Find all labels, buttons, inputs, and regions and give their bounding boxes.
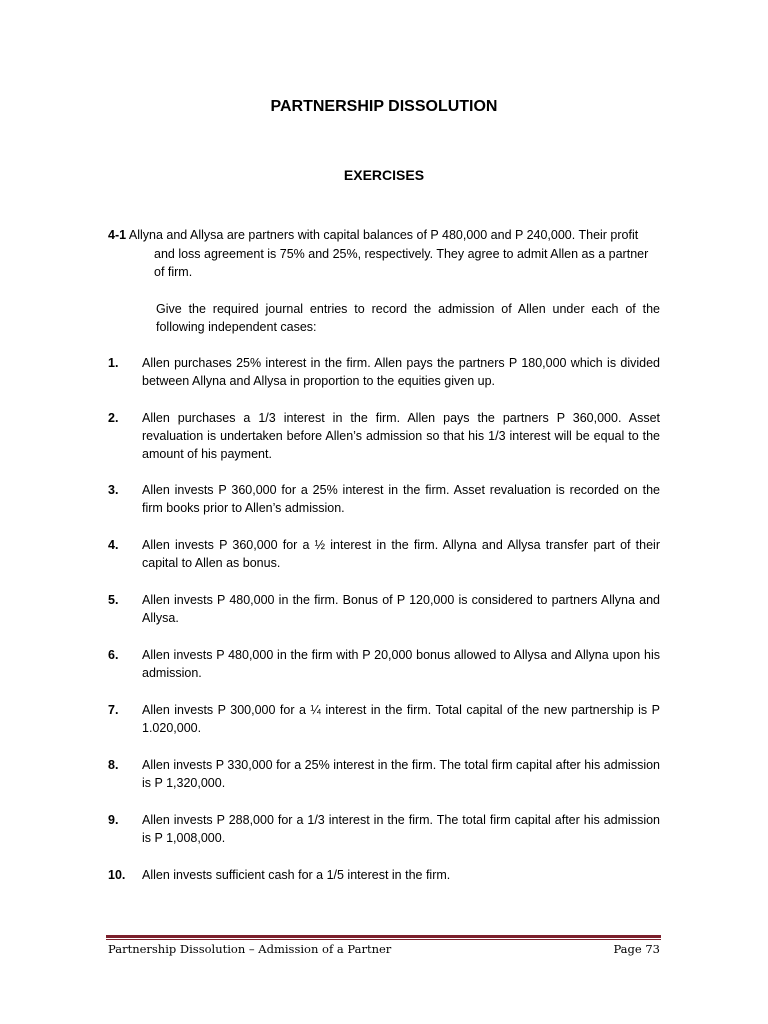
item-number: 8. — [108, 758, 119, 772]
section-heading: EXERCISES — [343, 167, 425, 183]
item-text: Allen invests P 360,000 for a ½ interest in the firm. Allyna and Allysa transfer part of their capital to Allen as bonus. — [142, 538, 660, 571]
footer-title: Partnership Dissolution – Admission of a Partner — [108, 942, 392, 956]
exercise-item — [108, 811, 660, 847]
intro-line-3: of firm. — [154, 265, 193, 279]
item-text: Allen invests P 330,000 for a 25% interest in the firm. The total firm capital after his admission is P 1,320,000. — [142, 758, 660, 791]
item-number: 2. — [108, 411, 119, 425]
item-number: 3. — [108, 483, 119, 497]
item-number: 6. — [108, 648, 119, 662]
footer-divider — [106, 935, 661, 938]
item-text: Allen invests P 360,000 for a 25% interest in the firm. Asset revaluation is recorded on the firm books prior to Allen’s admission. — [142, 483, 660, 516]
intro-text-1: Allyna and Allysa are partners with capital balances of P 480,000 and P 240,000. Their profit — [126, 228, 639, 242]
item-text: Allen purchases 25% interest in the firm. Allen pays the partners P 180,000 which is divided between Allyna and Allysa in proportion to the equities given up. — [142, 356, 660, 389]
exercise-item — [108, 866, 660, 884]
item-text: Allen invests sufficient cash for a 1/5 interest in the firm. — [142, 868, 451, 882]
item-number: 4. — [108, 538, 119, 552]
item-number: 7. — [108, 703, 119, 717]
item-text: Allen invests P 288,000 for a 1/3 interest in the firm. The total firm capital after his admission is P 1,008,000. — [142, 813, 660, 846]
exercise-item — [108, 409, 660, 464]
intro-line-2: and loss agreement is 75% and 25%, respectively. They agree to admit Allen as a partner — [154, 246, 649, 261]
item-text: Allen invests P 300,000 for a ¼ interest in the firm. Total capital of the new partnership is P 1.020,000. — [142, 703, 660, 736]
problem-intro — [108, 226, 660, 337]
exercise-item — [108, 646, 660, 682]
exercise-item — [108, 481, 660, 517]
intro-line-1 — [108, 226, 660, 245]
item-number: 5. — [108, 593, 119, 607]
exercise-item — [108, 701, 660, 737]
exercise-item — [108, 756, 660, 792]
exercise-item — [108, 536, 660, 572]
exercise-item — [108, 591, 660, 627]
item-text: Allen purchases a 1/3 interest in the firm. Allen pays the partners P 360,000. Asset revaluation is undertaken before Allen’s admission so that his 1/3 interest will be equal to the amount of his payment. — [142, 411, 660, 462]
item-text: Allen invests P 480,000 in the firm with P 20,000 bonus allowed to Allysa and Allyna upon his admission. — [142, 648, 660, 681]
footer-divider-thin — [106, 939, 661, 940]
item-number: 1. — [108, 356, 119, 370]
page-number: Page 73 — [613, 942, 660, 956]
problem-label: 4-1 — [108, 228, 127, 242]
instruction-text: Give the required journal entries to record the admission of Allen under each of the following independent cases: — [156, 301, 660, 334]
item-number: 10. — [108, 868, 126, 882]
page-title: PARTNERSHIP DISSOLUTION — [270, 98, 498, 115]
item-number: 9. — [108, 813, 119, 827]
exercise-item — [108, 354, 660, 390]
item-text: Allen invests P 480,000 in the firm. Bonus of P 120,000 is considered to partners Allyna and Allysa. — [142, 593, 660, 626]
